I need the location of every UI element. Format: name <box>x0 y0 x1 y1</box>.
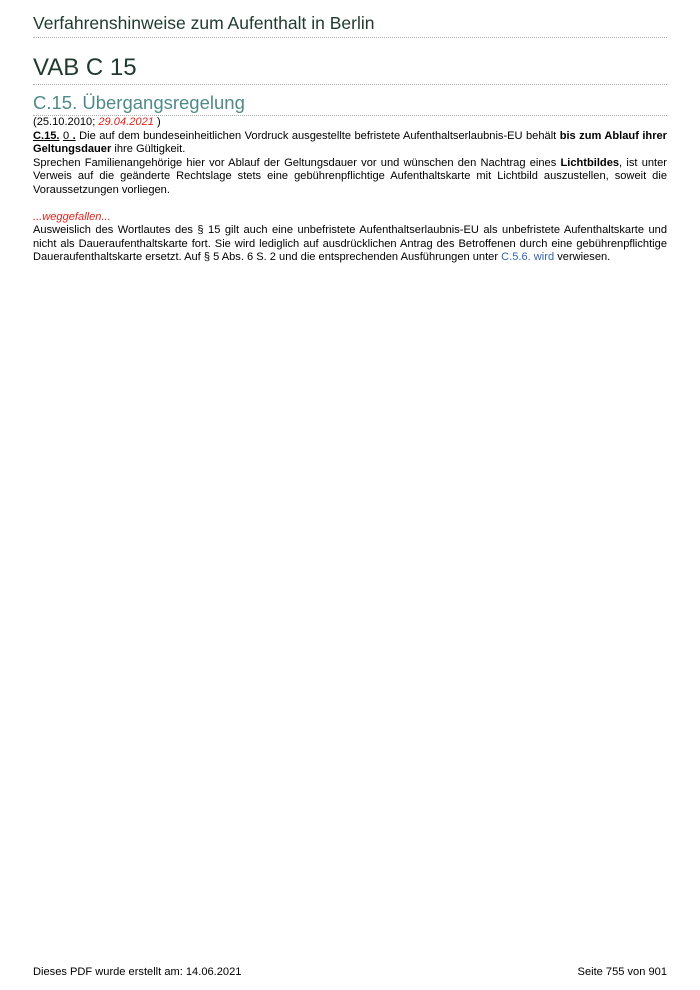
title-divider <box>33 84 667 85</box>
paragraph-2-bold: Lichtbildes <box>560 156 620 169</box>
header-divider <box>33 37 667 38</box>
cross-reference-link[interactable]: C.5.6. wird <box>501 251 555 264</box>
document-header-title: Verfahrenshinweise zum Aufenthalt in Berlin <box>33 13 375 33</box>
paragraph-3-text-b: verwiesen. <box>554 251 611 264</box>
paragraph-1 <box>33 130 667 157</box>
paragraph-2-text-b: , ist unter Verweis auf die geänderte Rechtslage stets eine gebührenpflichtige Aufenthaltskarte mit Lichtbild auszustellen, soweit die Voraussetzungen vorliegen. <box>33 156 667 196</box>
paragraph-3-text-a: Ausweislich des Wortlautes des § 15 gilt auch eine unbefristete Aufenthaltserlaubnis-EU als unbefristete Aufenthaltskarte und nicht als Daueraufenthaltskarte fort. Sie wird lediglich auf ausdrücklichen Antrag des Betroffenen durch eine gebührenpflichtige Daueraufenthaltskarte ersetzt. Auf § 5 Abs. 6 S. 2 und die entsprechenden Ausführungen unter <box>33 224 667 264</box>
paragraph-2-text-a: Sprechen Familienangehörige hier vor Ablauf der Geltungsdauer vor und wünschen den Nachtrag eines <box>33 156 561 169</box>
dates-open: (25.10.2010; <box>33 116 99 128</box>
paragraph-gap <box>33 198 667 211</box>
paragraph-1-text-a: Die auf dem bundeseinheitlichen Vordruck ausgestellte befristete Aufenthaltserlaubnis-EU behält <box>75 129 560 142</box>
revision-dates <box>33 116 667 130</box>
changed-date: 29.04.2021 <box>98 116 154 128</box>
paragraph-dot: . <box>69 129 76 142</box>
section-ref: C.15. <box>33 129 60 142</box>
footer-page-number: Seite 755 von 901 <box>577 966 667 978</box>
vab-title: VAB C 15 <box>33 54 137 81</box>
dates-close: ) <box>153 116 161 128</box>
paragraph-3 <box>33 224 667 265</box>
section-title: C.15. Übergangsregelung <box>33 92 245 113</box>
paragraph-1-text-b: ihre Gültigkeit. <box>111 143 186 156</box>
document-page <box>33 0 667 990</box>
footer-created-date: Dieses PDF wurde erstellt am: 14.06.2021 <box>33 966 242 978</box>
paragraph-number-link[interactable]: 0 <box>62 129 70 142</box>
removed-note: ...weggefallen... <box>33 210 111 223</box>
document-content <box>33 116 667 265</box>
paragraph-2 <box>33 157 667 198</box>
paragraph-1-bold: bis zum Ablauf ihrer Geltungsdauer <box>33 129 667 156</box>
